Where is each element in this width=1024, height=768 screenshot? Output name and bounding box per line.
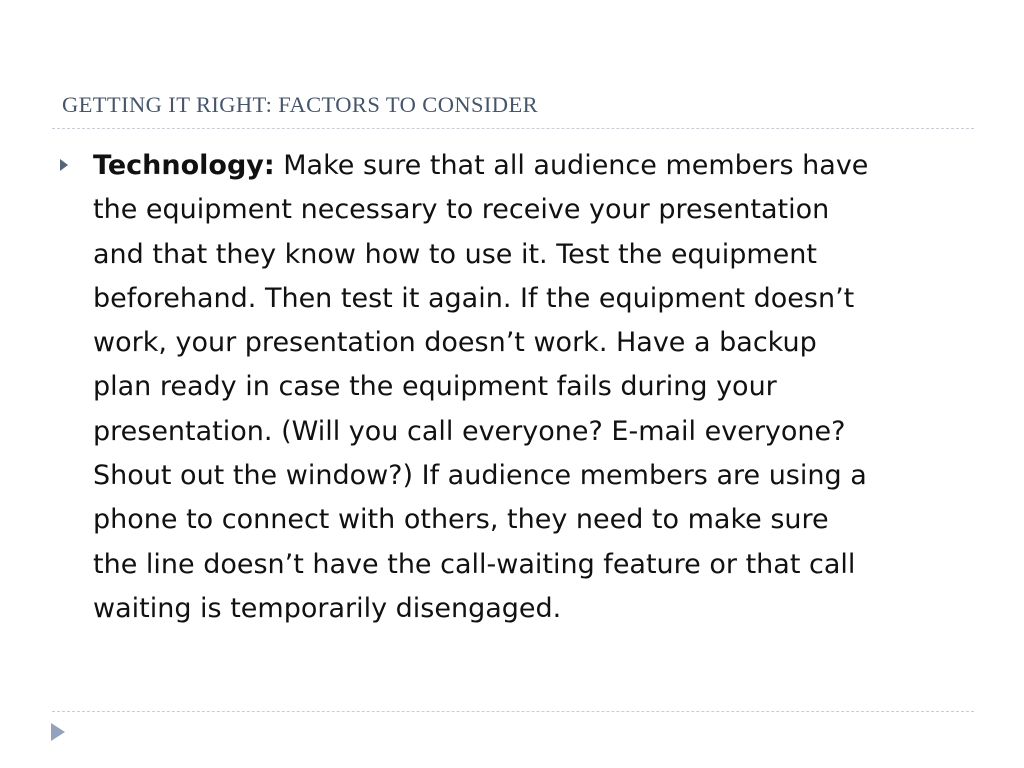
footer-divider [52, 711, 974, 712]
triangle-bullet-icon [60, 159, 68, 171]
bullet-line: the line doesn’t have the call-waiting feature or that call [93, 548, 856, 580]
bullet-line: Make sure that all audience members have [283, 150, 869, 181]
title-divider [52, 128, 974, 129]
bullet-line: waiting is temporarily disengaged. [93, 592, 562, 624]
bullet-line: work, your presentation doesn’t work. Have a backup [93, 327, 817, 359]
bullet-line: and that they know how to use it. Test the equipment [93, 238, 817, 270]
bullet-line: Shout out the window?) If audience members are using a [93, 460, 867, 492]
bullet-line: the equipment necessary to receive your presentation [93, 194, 830, 226]
next-arrow-icon[interactable] [51, 723, 65, 741]
bullet-line: plan ready in case the equipment fails during your [93, 371, 777, 403]
bullet-item [60, 144, 950, 631]
bullet-text [93, 144, 953, 631]
bullet-line: phone to connect with others, they need to make sure [93, 504, 829, 536]
bullet-line: beforehand. Then test it again. If the equipment doesn’t [93, 282, 855, 314]
bullet-line: presentation. (Will you call everyone? E-mail everyone? [93, 415, 846, 447]
slide-title: GETTING IT RIGHT: FACTORS TO CONSIDER [62, 92, 538, 117]
bullet-term: Technology: [93, 150, 275, 181]
